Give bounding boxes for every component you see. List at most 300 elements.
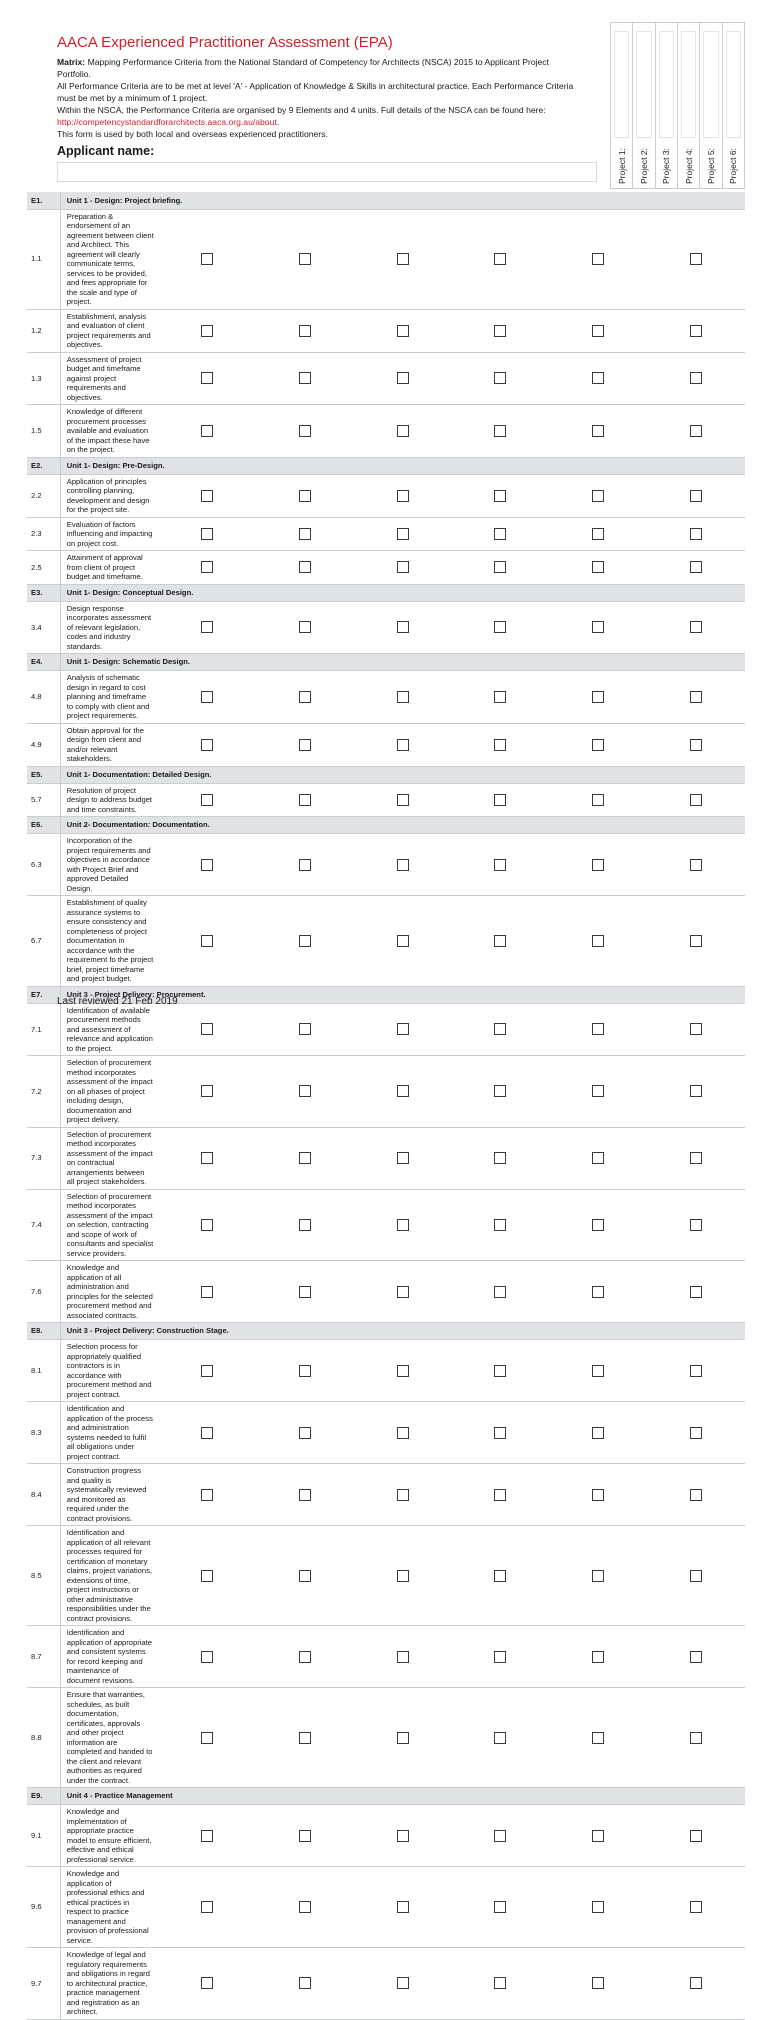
project-checkbox-cell	[158, 1189, 256, 1261]
project-4-checkbox[interactable]	[494, 1286, 506, 1298]
project-checkbox-cell	[256, 723, 354, 766]
project-3-checkbox[interactable]	[397, 1977, 409, 1989]
project-2-checkbox[interactable]	[299, 794, 311, 806]
project-checkbox-cell	[158, 551, 256, 585]
project-2-checkbox[interactable]	[299, 1152, 311, 1164]
criterion-row	[27, 1261, 745, 1323]
project-3-checkbox[interactable]	[397, 1570, 409, 1582]
project-checkbox-cell	[549, 1340, 647, 1402]
project-3-checkbox[interactable]	[397, 528, 409, 540]
project-6-checkbox[interactable]	[690, 1830, 702, 1842]
project-2-checkbox[interactable]	[299, 1651, 311, 1663]
criterion-number: 4.8	[27, 671, 60, 724]
project-3-checkbox[interactable]	[397, 1085, 409, 1097]
project-checkbox-cell	[549, 352, 647, 405]
project-5-checkbox[interactable]	[592, 1152, 604, 1164]
element-header-row	[27, 584, 745, 601]
project-column-label: Project 6:	[728, 148, 739, 184]
project-6-checkbox[interactable]	[690, 253, 702, 265]
project-1-checkbox[interactable]	[201, 1427, 213, 1439]
project-2-checkbox[interactable]	[299, 859, 311, 871]
project-5-checkbox[interactable]	[592, 1830, 604, 1842]
project-6-checkbox[interactable]	[690, 1219, 702, 1231]
project-checkbox-cell	[354, 1261, 452, 1323]
project-4-checkbox[interactable]	[494, 739, 506, 751]
project-name-field-5[interactable]	[703, 31, 718, 138]
project-6-checkbox[interactable]	[690, 1651, 702, 1663]
project-4-checkbox[interactable]	[494, 1830, 506, 1842]
project-6-checkbox[interactable]	[690, 325, 702, 337]
project-5-checkbox[interactable]	[592, 691, 604, 703]
project-1-checkbox[interactable]	[201, 1085, 213, 1097]
element-number: E6.	[27, 817, 60, 834]
project-1-checkbox[interactable]	[201, 253, 213, 265]
criterion-row	[27, 1526, 745, 1626]
project-3-checkbox[interactable]	[397, 1427, 409, 1439]
project-2-checkbox[interactable]	[299, 1365, 311, 1377]
project-6-checkbox[interactable]	[690, 739, 702, 751]
project-checkbox-cell	[354, 1056, 452, 1128]
project-5-checkbox[interactable]	[592, 1365, 604, 1377]
project-3-checkbox[interactable]	[397, 1219, 409, 1231]
element-number: E2.	[27, 457, 60, 474]
criterion-row	[27, 1948, 745, 2020]
project-2-checkbox[interactable]	[299, 325, 311, 337]
project-5-checkbox[interactable]	[592, 1219, 604, 1231]
element-title: Unit 4 - Practice Management	[60, 1788, 745, 1805]
project-column-2[interactable]	[633, 22, 655, 189]
element-header-row	[27, 1323, 745, 1340]
project-6-checkbox[interactable]	[690, 372, 702, 384]
project-2-checkbox[interactable]	[299, 1977, 311, 1989]
project-6-checkbox[interactable]	[690, 1152, 702, 1164]
project-3-checkbox[interactable]	[397, 739, 409, 751]
project-5-checkbox[interactable]	[592, 1651, 604, 1663]
project-4-checkbox[interactable]	[494, 325, 506, 337]
project-checkbox-cell	[549, 1688, 647, 1788]
element-title: Unit 2- Documentation: Documentation.	[60, 817, 745, 834]
project-3-checkbox[interactable]	[397, 372, 409, 384]
project-5-checkbox[interactable]	[592, 1570, 604, 1582]
criterion-row	[27, 1688, 745, 1788]
project-2-checkbox[interactable]	[299, 739, 311, 751]
project-2-checkbox[interactable]	[299, 528, 311, 540]
project-checkbox-cell	[256, 1003, 354, 1056]
project-1-checkbox[interactable]	[201, 794, 213, 806]
project-3-checkbox[interactable]	[397, 1286, 409, 1298]
project-checkbox-cell	[647, 1003, 745, 1056]
project-1-checkbox[interactable]	[201, 1023, 213, 1035]
project-checkbox-cell	[354, 209, 452, 309]
criterion-description: Attainment of approval from client of project budget and timeframe.	[60, 551, 158, 585]
project-6-checkbox[interactable]	[690, 794, 702, 806]
criterion-description: Analysis of schematic design in regard to cost planning and timeframe to comply with client and project requirements.	[60, 671, 158, 724]
project-4-checkbox[interactable]	[494, 253, 506, 265]
criterion-row	[27, 1056, 745, 1128]
project-6-checkbox[interactable]	[690, 1489, 702, 1501]
project-checkbox-cell	[256, 834, 354, 896]
project-3-checkbox[interactable]	[397, 1901, 409, 1913]
criterion-description: Assessment of project budget and timeframe against project requirements and objectives.	[60, 352, 158, 405]
criterion-number: 1.5	[27, 405, 60, 458]
project-4-checkbox[interactable]	[494, 372, 506, 384]
project-1-checkbox[interactable]	[201, 528, 213, 540]
element-title: Unit 3 - Project Delivery: Procurement.	[60, 986, 745, 1003]
element-title: Unit 1- Design: Pre-Design.	[60, 457, 745, 474]
criterion-number: 7.4	[27, 1189, 60, 1261]
project-column-1[interactable]	[610, 22, 633, 189]
project-2-checkbox[interactable]	[299, 935, 311, 947]
project-checkbox-cell	[158, 1056, 256, 1128]
project-3-checkbox[interactable]	[397, 1651, 409, 1663]
project-2-checkbox[interactable]	[299, 1901, 311, 1913]
project-1-checkbox[interactable]	[201, 739, 213, 751]
applicant-name-field[interactable]	[57, 162, 597, 182]
project-5-checkbox[interactable]	[592, 859, 604, 871]
project-column-6[interactable]	[723, 22, 745, 189]
project-6-checkbox[interactable]	[690, 425, 702, 437]
project-4-checkbox[interactable]	[494, 859, 506, 871]
criterion-number: 5.7	[27, 783, 60, 817]
project-5-checkbox[interactable]	[592, 1085, 604, 1097]
element-title: Unit 1- Documentation: Detailed Design.	[60, 766, 745, 783]
project-checkbox-cell	[549, 834, 647, 896]
project-3-checkbox[interactable]	[397, 1023, 409, 1035]
project-1-checkbox[interactable]	[201, 1901, 213, 1913]
project-4-checkbox[interactable]	[494, 1085, 506, 1097]
project-5-checkbox[interactable]	[592, 1977, 604, 1989]
project-checkbox-cell	[452, 405, 550, 458]
criterion-description: Establishment of quality assurance systems to ensure consistency and completeness of project documentation in accordance with the requirement fo the project brief, project timeframe and project budget.	[60, 896, 158, 987]
project-3-checkbox[interactable]	[397, 253, 409, 265]
project-1-checkbox[interactable]	[201, 691, 213, 703]
project-checkbox-cell	[256, 1261, 354, 1323]
criterion-description: Ensure that warranties, schedules, as built documentation, certificates, approvals and other project information are completed and handed to the client and relevant authorities as required under the contract.	[60, 1688, 158, 1788]
project-4-checkbox[interactable]	[494, 794, 506, 806]
project-4-checkbox[interactable]	[494, 691, 506, 703]
element-header-row	[27, 766, 745, 783]
project-5-checkbox[interactable]	[592, 935, 604, 947]
criterion-row	[27, 1464, 745, 1526]
project-checkbox-cell	[158, 896, 256, 987]
project-4-checkbox[interactable]	[494, 528, 506, 540]
project-3-checkbox[interactable]	[397, 1489, 409, 1501]
element-header-row	[27, 654, 745, 671]
project-2-checkbox[interactable]	[299, 372, 311, 384]
project-5-checkbox[interactable]	[592, 490, 604, 502]
project-2-checkbox[interactable]	[299, 621, 311, 633]
project-checkbox-cell	[647, 474, 745, 517]
project-1-checkbox[interactable]	[201, 859, 213, 871]
project-5-checkbox[interactable]	[592, 1901, 604, 1913]
project-checkbox-cell	[549, 783, 647, 817]
criterion-description: Knowledge and implementation of appropriate practice model to ensure efficient, effective and ethical professional service.	[60, 1805, 158, 1867]
project-6-checkbox[interactable]	[690, 1732, 702, 1744]
project-4-checkbox[interactable]	[494, 1427, 506, 1439]
criterion-row	[27, 1340, 745, 1402]
criterion-row	[27, 896, 745, 987]
criterion-number: 7.6	[27, 1261, 60, 1323]
project-checkbox-cell	[354, 1003, 452, 1056]
project-3-checkbox[interactable]	[397, 935, 409, 947]
project-checkbox-cell	[549, 723, 647, 766]
project-4-checkbox[interactable]	[494, 935, 506, 947]
project-6-checkbox[interactable]	[690, 1427, 702, 1439]
nsca-link[interactable]: http://competencystandardforarchitects.aaca.org.au/about	[57, 117, 277, 127]
project-5-checkbox[interactable]	[592, 528, 604, 540]
matrix-label: Matrix:	[57, 57, 86, 67]
project-2-checkbox[interactable]	[299, 1830, 311, 1842]
project-3-checkbox[interactable]	[397, 561, 409, 573]
criterion-description: Knowledge of different procurement processes available and evaluation of the impact these have on the project.	[60, 405, 158, 458]
project-4-checkbox[interactable]	[494, 1901, 506, 1913]
project-2-checkbox[interactable]	[299, 490, 311, 502]
project-1-checkbox[interactable]	[201, 1489, 213, 1501]
project-3-checkbox[interactable]	[397, 1830, 409, 1842]
criterion-number: 6.7	[27, 896, 60, 987]
project-name-field-3[interactable]	[659, 31, 674, 138]
project-checkbox-cell	[354, 896, 452, 987]
project-checkbox-cell	[354, 1948, 452, 2020]
project-1-checkbox[interactable]	[201, 490, 213, 502]
project-name-field-1[interactable]	[614, 31, 629, 138]
project-checkbox-cell	[354, 1805, 452, 1867]
project-6-checkbox[interactable]	[690, 1085, 702, 1097]
project-checkbox-cell	[256, 209, 354, 309]
project-5-checkbox[interactable]	[592, 561, 604, 573]
project-1-checkbox[interactable]	[201, 1977, 213, 1989]
project-2-checkbox[interactable]	[299, 1085, 311, 1097]
project-1-checkbox[interactable]	[201, 1651, 213, 1663]
project-checkbox-cell	[452, 1402, 550, 1464]
project-4-checkbox[interactable]	[494, 1489, 506, 1501]
project-1-checkbox[interactable]	[201, 935, 213, 947]
project-1-checkbox[interactable]	[201, 1570, 213, 1582]
project-4-checkbox[interactable]	[494, 561, 506, 573]
project-5-checkbox[interactable]	[592, 1732, 604, 1744]
project-checkbox-cell	[354, 309, 452, 352]
project-6-checkbox[interactable]	[690, 1570, 702, 1582]
project-1-checkbox[interactable]	[201, 561, 213, 573]
criterion-row	[27, 1626, 745, 1688]
project-4-checkbox[interactable]	[494, 1651, 506, 1663]
project-column-3[interactable]	[656, 22, 678, 189]
project-6-checkbox[interactable]	[690, 1901, 702, 1913]
project-checkbox-cell	[256, 783, 354, 817]
last-reviewed-footer: Last reviewed 21 Feb 2019	[57, 996, 178, 1007]
project-4-checkbox[interactable]	[494, 490, 506, 502]
project-checkbox-cell	[256, 551, 354, 585]
criterion-number: 8.3	[27, 1402, 60, 1464]
project-2-checkbox[interactable]	[299, 691, 311, 703]
project-2-checkbox[interactable]	[299, 1732, 311, 1744]
project-6-checkbox[interactable]	[690, 528, 702, 540]
project-checkbox-cell	[549, 517, 647, 551]
project-4-checkbox[interactable]	[494, 621, 506, 633]
project-1-checkbox[interactable]	[201, 325, 213, 337]
criterion-number: 6.3	[27, 834, 60, 896]
project-4-checkbox[interactable]	[494, 1365, 506, 1377]
element-title: Unit 3 - Project Delivery: Construction Stage.	[60, 1323, 745, 1340]
project-5-checkbox[interactable]	[592, 739, 604, 751]
criterion-description: Construction progress and quality is systematically reviewed and monitored as required under the contract provisions.	[60, 1464, 158, 1526]
project-column-label: Project 4:	[683, 148, 694, 184]
project-5-checkbox[interactable]	[592, 325, 604, 337]
project-4-checkbox[interactable]	[494, 1152, 506, 1164]
criterion-number: 8.1	[27, 1340, 60, 1402]
criterion-row	[27, 551, 745, 585]
project-checkbox-cell	[647, 671, 745, 724]
project-2-checkbox[interactable]	[299, 425, 311, 437]
project-3-checkbox[interactable]	[397, 425, 409, 437]
project-3-checkbox[interactable]	[397, 691, 409, 703]
project-checkbox-cell	[158, 405, 256, 458]
project-5-checkbox[interactable]	[592, 372, 604, 384]
project-2-checkbox[interactable]	[299, 253, 311, 265]
project-checkbox-cell	[158, 1340, 256, 1402]
project-checkbox-cell	[158, 1003, 256, 1056]
project-3-checkbox[interactable]	[397, 1365, 409, 1377]
project-checkbox-cell	[354, 551, 452, 585]
criterion-description: Knowledge of legal and regulatory requirements and obligations in regard to architectural practice, practice management and registration as an architect.	[60, 1948, 158, 2020]
project-3-checkbox[interactable]	[397, 490, 409, 502]
project-6-checkbox[interactable]	[690, 1365, 702, 1377]
project-6-checkbox[interactable]	[690, 1977, 702, 1989]
project-checkbox-cell	[452, 209, 550, 309]
project-6-checkbox[interactable]	[690, 1286, 702, 1298]
project-1-checkbox[interactable]	[201, 621, 213, 633]
project-column-5[interactable]	[700, 22, 722, 189]
project-5-checkbox[interactable]	[592, 253, 604, 265]
project-checkbox-cell	[256, 1402, 354, 1464]
project-checkbox-cell	[452, 1948, 550, 2020]
project-1-checkbox[interactable]	[201, 1152, 213, 1164]
project-checkbox-cell	[158, 474, 256, 517]
project-3-checkbox[interactable]	[397, 1732, 409, 1744]
project-5-checkbox[interactable]	[592, 1023, 604, 1035]
project-checkbox-cell	[647, 1526, 745, 1626]
project-1-checkbox[interactable]	[201, 1365, 213, 1377]
project-6-checkbox[interactable]	[690, 490, 702, 502]
project-4-checkbox[interactable]	[494, 1732, 506, 1744]
criterion-description: Application of principles controlling planning, development and design for the project site.	[60, 474, 158, 517]
project-2-checkbox[interactable]	[299, 561, 311, 573]
project-6-checkbox[interactable]	[690, 561, 702, 573]
project-5-checkbox[interactable]	[592, 1427, 604, 1439]
project-3-checkbox[interactable]	[397, 325, 409, 337]
project-3-checkbox[interactable]	[397, 794, 409, 806]
project-checkbox-cell	[256, 601, 354, 654]
project-checkbox-cell	[256, 1805, 354, 1867]
element-number: E9.	[27, 1788, 60, 1805]
project-checkbox-cell	[256, 1127, 354, 1189]
applicant-name-label: Applicant name:	[57, 144, 155, 158]
project-columns-header	[610, 22, 745, 189]
project-1-checkbox[interactable]	[201, 1219, 213, 1231]
project-checkbox-cell	[452, 1003, 550, 1056]
project-2-checkbox[interactable]	[299, 1286, 311, 1298]
project-4-checkbox[interactable]	[494, 1023, 506, 1035]
criterion-number: 7.1	[27, 1003, 60, 1056]
project-5-checkbox[interactable]	[592, 1489, 604, 1501]
criterion-number: 8.5	[27, 1526, 60, 1626]
element-title: Unit 1- Design: Conceptual Design.	[60, 584, 745, 601]
project-checkbox-cell	[256, 474, 354, 517]
project-2-checkbox[interactable]	[299, 1219, 311, 1231]
project-checkbox-cell	[354, 1189, 452, 1261]
project-3-checkbox[interactable]	[397, 1152, 409, 1164]
project-checkbox-cell	[452, 1805, 550, 1867]
project-checkbox-cell	[452, 1464, 550, 1526]
project-checkbox-cell	[647, 834, 745, 896]
project-checkbox-cell	[452, 551, 550, 585]
criterion-description: Resolution of project design to address budget and time constraints.	[60, 783, 158, 817]
project-checkbox-cell	[158, 352, 256, 405]
criterion-description: Knowledge and application of professional ethics and ethical practices in respect to practice management and provision of professional service.	[60, 1867, 158, 1948]
project-checkbox-cell	[256, 1626, 354, 1688]
project-checkbox-cell	[452, 896, 550, 987]
criterion-row	[27, 834, 745, 896]
project-4-checkbox[interactable]	[494, 1977, 506, 1989]
project-6-checkbox[interactable]	[690, 859, 702, 871]
project-name-field-2[interactable]	[636, 31, 651, 138]
document-title: AACA Experienced Practitioner Assessment (EPA)	[57, 34, 393, 51]
project-name-field-4[interactable]	[681, 31, 696, 138]
project-2-checkbox[interactable]	[299, 1023, 311, 1035]
project-5-checkbox[interactable]	[592, 621, 604, 633]
project-4-checkbox[interactable]	[494, 1219, 506, 1231]
project-checkbox-cell	[354, 834, 452, 896]
project-checkbox-cell	[452, 671, 550, 724]
project-column-label: Project 3:	[661, 148, 672, 184]
project-5-checkbox[interactable]	[592, 425, 604, 437]
project-checkbox-cell	[256, 1464, 354, 1526]
project-4-checkbox[interactable]	[494, 425, 506, 437]
project-6-checkbox[interactable]	[690, 621, 702, 633]
project-1-checkbox[interactable]	[201, 372, 213, 384]
project-checkbox-cell	[647, 1867, 745, 1948]
criterion-number: 8.7	[27, 1626, 60, 1688]
project-2-checkbox[interactable]	[299, 1570, 311, 1582]
project-5-checkbox[interactable]	[592, 794, 604, 806]
project-name-field-6[interactable]	[726, 31, 741, 138]
project-checkbox-cell	[549, 896, 647, 987]
project-1-checkbox[interactable]	[201, 1286, 213, 1298]
project-3-checkbox[interactable]	[397, 859, 409, 871]
project-checkbox-cell	[256, 1948, 354, 2020]
criterion-number: 7.3	[27, 1127, 60, 1189]
project-6-checkbox[interactable]	[690, 691, 702, 703]
project-checkbox-cell	[256, 1056, 354, 1128]
project-1-checkbox[interactable]	[201, 1830, 213, 1842]
project-checkbox-cell	[549, 209, 647, 309]
criterion-row	[27, 723, 745, 766]
project-5-checkbox[interactable]	[592, 1286, 604, 1298]
project-6-checkbox[interactable]	[690, 1023, 702, 1035]
project-2-checkbox[interactable]	[299, 1489, 311, 1501]
criterion-description: Preparation & endorsement of an agreement between client and Architect. This agreement will clearly communicate terms, services to be provided, and fees appropriate for the scale and type of project.	[60, 209, 158, 309]
project-column-4[interactable]	[678, 22, 700, 189]
project-1-checkbox[interactable]	[201, 425, 213, 437]
project-1-checkbox[interactable]	[201, 1732, 213, 1744]
project-4-checkbox[interactable]	[494, 1570, 506, 1582]
project-checkbox-cell	[158, 723, 256, 766]
project-6-checkbox[interactable]	[690, 935, 702, 947]
criterion-number: 2.2	[27, 474, 60, 517]
project-2-checkbox[interactable]	[299, 1427, 311, 1439]
project-checkbox-cell	[549, 1402, 647, 1464]
project-3-checkbox[interactable]	[397, 621, 409, 633]
